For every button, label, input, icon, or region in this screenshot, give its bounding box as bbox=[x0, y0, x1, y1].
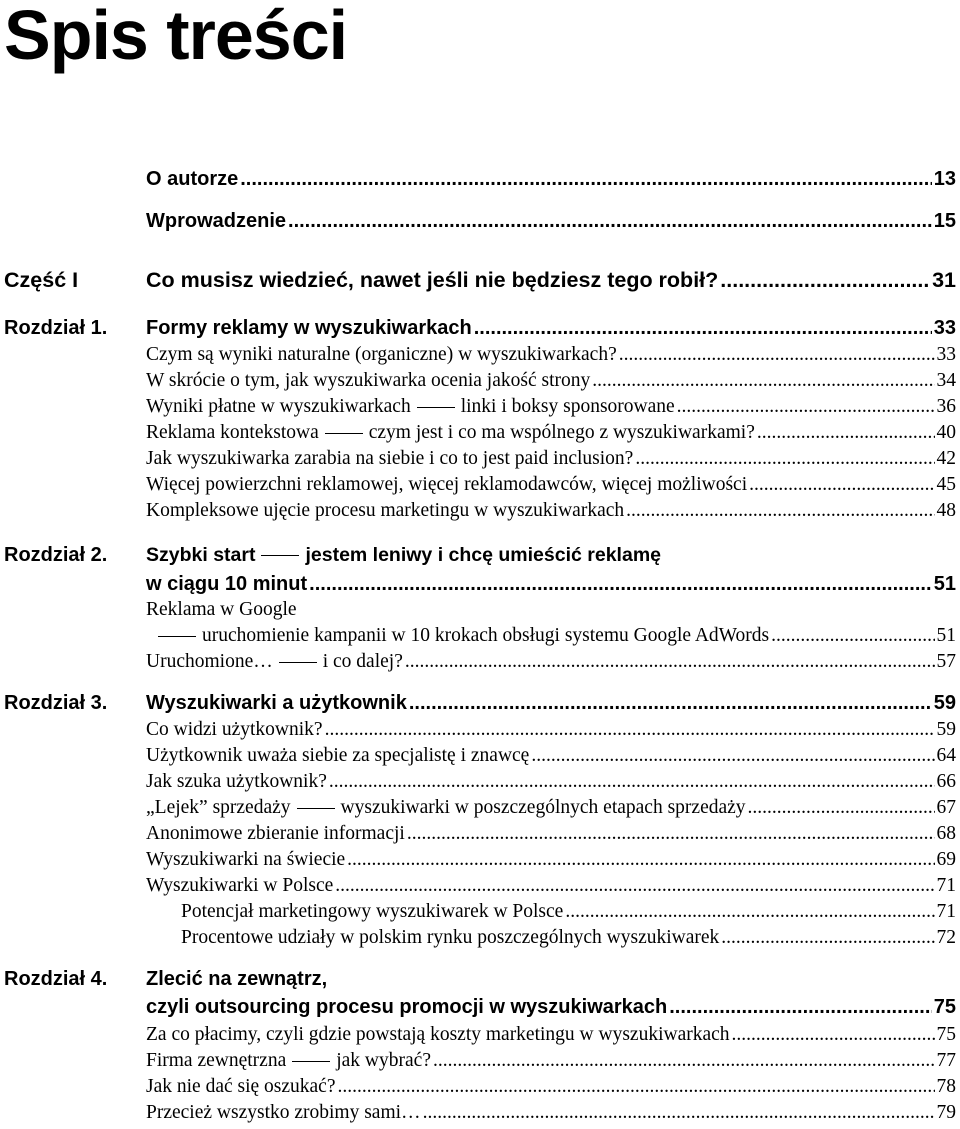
toc-page-number: 45 bbox=[936, 474, 956, 495]
toc-entry-title: Formy reklamy w wyszukiwarkach bbox=[146, 317, 472, 339]
toc-leader-dots bbox=[592, 370, 934, 392]
toc-entry-title: Jak szuka użytkownik? bbox=[146, 771, 327, 792]
em-dash bbox=[297, 808, 335, 809]
toc-leader-dots bbox=[619, 344, 935, 366]
toc-leader-dots bbox=[335, 875, 934, 897]
toc-page-number: 15 bbox=[933, 210, 956, 232]
toc-entry-title: Czym są wyniki naturalne (organiczne) w wyszukiwarkach? bbox=[146, 344, 617, 365]
toc-subentry[interactable] bbox=[181, 901, 956, 923]
toc-page-number: 51 bbox=[936, 625, 956, 646]
toc-entry-title: W skrócie o tym, jak wyszukiwarka ocenia jakość strony bbox=[146, 370, 591, 391]
toc-leader-dots bbox=[338, 1076, 935, 1098]
toc-entry-title: Uruchomione… i co dalej? bbox=[146, 651, 403, 672]
toc-entry-title: Co musisz wiedzieć, nawet jeśli nie będziesz tego robił? bbox=[146, 268, 719, 292]
toc-entry-chapter4[interactable] bbox=[146, 996, 956, 1019]
toc-page-number: 75 bbox=[933, 996, 956, 1018]
toc-leader-dots bbox=[407, 823, 935, 845]
toc-leader-dots bbox=[749, 474, 934, 496]
toc-leader-dots bbox=[433, 1050, 935, 1072]
toc-entry[interactable] bbox=[146, 1050, 956, 1072]
toc-entry[interactable] bbox=[146, 875, 956, 897]
toc-entry[interactable] bbox=[146, 500, 956, 522]
toc-entry[interactable] bbox=[146, 448, 956, 470]
toc-entry-title: Procentowe udziały w polskim rynku poszczególnych wyszukiwarek bbox=[181, 927, 720, 948]
toc-page-number: 75 bbox=[936, 1024, 956, 1045]
toc-page-number: 33 bbox=[933, 317, 956, 339]
toc-leader-dots bbox=[771, 625, 934, 647]
toc-page-number: 69 bbox=[936, 849, 956, 870]
toc-entry-title: Reklama kontekstowa czym jest i co ma wspólnego z wyszukiwarkami? bbox=[146, 422, 755, 443]
toc-page-number: 68 bbox=[936, 823, 956, 844]
toc-entry-title: Wyniki płatne w wyszukiwarkach linki i boksy sponsorowane bbox=[146, 396, 675, 417]
toc-entry[interactable] bbox=[146, 474, 956, 496]
toc-leader-dots bbox=[325, 719, 935, 741]
toc-entry[interactable] bbox=[146, 1076, 956, 1098]
toc-entry-title: Firma zewnętrzna jak wybrać? bbox=[146, 1050, 431, 1071]
toc-entry[interactable] bbox=[146, 396, 956, 418]
toc-page-number: 77 bbox=[936, 1050, 956, 1071]
toc-entry-title: Wyszukiwarki a użytkownik bbox=[146, 692, 407, 714]
toc-chapter-title-line1[interactable]: Szybki start jestem leniwy i chcę umieścić reklamę bbox=[146, 544, 662, 566]
em-dash bbox=[261, 555, 299, 556]
toc-leader-dots bbox=[669, 996, 932, 1019]
toc-entry[interactable] bbox=[146, 1102, 956, 1124]
toc-leader-dots bbox=[677, 396, 935, 418]
toc-entry-title: Więcej powierzchni reklamowej, więcej reklamodawców, więcej możliwości bbox=[146, 474, 748, 495]
em-dash bbox=[292, 1061, 330, 1062]
toc-entry-wprowadzenie[interactable] bbox=[146, 210, 956, 233]
toc-entry[interactable] bbox=[146, 1024, 956, 1046]
chapter-label: Rozdział 1. bbox=[4, 317, 108, 339]
toc-entry-title: Jak nie dać się oszukać? bbox=[146, 1076, 336, 1097]
toc-page-number: 40 bbox=[936, 422, 956, 443]
toc-subentry[interactable] bbox=[181, 927, 956, 949]
toc-entry-title: w ciągu 10 minut bbox=[146, 573, 308, 595]
toc-page-number: 31 bbox=[932, 268, 956, 292]
toc-page-number: 59 bbox=[936, 719, 956, 740]
toc-page-number: 79 bbox=[936, 1102, 956, 1123]
em-dash bbox=[158, 636, 196, 637]
toc-page-number: 64 bbox=[936, 745, 956, 766]
toc-entry[interactable] bbox=[146, 344, 956, 366]
toc-leader-dots bbox=[288, 210, 932, 233]
toc-leader-dots bbox=[635, 448, 934, 470]
toc-entry-title: Przecież wszystko zrobimy sami… bbox=[146, 1102, 421, 1123]
toc-entry-chapter2[interactable] bbox=[146, 573, 956, 596]
em-dash bbox=[325, 433, 363, 434]
toc-entry-part1[interactable] bbox=[146, 268, 956, 293]
toc-entry-title: Wprowadzenie bbox=[146, 210, 287, 232]
toc-leader-dots bbox=[309, 573, 932, 596]
toc-leader-dots bbox=[240, 168, 932, 191]
toc-page-number: 59 bbox=[933, 692, 956, 714]
toc-leader-dots bbox=[347, 849, 934, 871]
toc-entry-line1[interactable]: Reklama w Google bbox=[146, 599, 297, 620]
chapter-label: Rozdział 3. bbox=[4, 692, 108, 714]
chapter-label: Rozdział 2. bbox=[4, 544, 108, 566]
part-label: Część I bbox=[4, 268, 79, 292]
em-dash bbox=[279, 662, 317, 663]
toc-page-number: 36 bbox=[936, 396, 956, 417]
chapter-label: Rozdział 4. bbox=[4, 968, 108, 990]
toc-page-number: 71 bbox=[936, 901, 956, 922]
toc-entry[interactable] bbox=[146, 849, 956, 871]
toc-entry-chapter1[interactable] bbox=[146, 317, 956, 340]
toc-leader-dots bbox=[757, 422, 935, 444]
toc-entry-title: Jak wyszukiwarka zarabia na siebie i co to jest paid inclusion? bbox=[146, 448, 634, 469]
toc-entry[interactable] bbox=[146, 651, 956, 673]
toc-page-number: 66 bbox=[936, 771, 956, 792]
toc-entry-title: „Lejek” sprzedaży wyszukiwarki w poszczególnych etapach sprzedaży bbox=[146, 797, 746, 818]
toc-leader-dots bbox=[721, 927, 934, 949]
toc-page-number: 71 bbox=[936, 875, 956, 896]
toc-entry[interactable] bbox=[146, 823, 956, 845]
toc-page-number: 13 bbox=[933, 168, 956, 190]
toc-leader-dots bbox=[474, 317, 932, 340]
toc-page-number: 78 bbox=[936, 1076, 956, 1097]
toc-entry[interactable] bbox=[158, 625, 956, 647]
toc-leader-dots bbox=[423, 1102, 935, 1124]
toc-entry-title: Anonimowe zbieranie informacji bbox=[146, 823, 405, 844]
toc-leader-dots bbox=[409, 692, 932, 715]
toc-page-number: 72 bbox=[936, 927, 956, 948]
toc-leader-dots bbox=[720, 268, 930, 293]
toc-entry-o-autorze[interactable] bbox=[146, 168, 956, 191]
toc-page-number: 51 bbox=[933, 573, 956, 595]
toc-leader-dots bbox=[565, 901, 934, 923]
toc-entry[interactable] bbox=[146, 719, 956, 741]
toc-leader-dots bbox=[531, 745, 934, 767]
toc-entry[interactable] bbox=[146, 422, 956, 444]
toc-entry-title: Użytkownik uważa siebie za specjalistę i znawcę bbox=[146, 745, 530, 766]
toc-entry-title: uruchomienie kampanii w 10 krokach obsługi systemu Google AdWords bbox=[158, 625, 769, 647]
toc-entry-chapter3[interactable] bbox=[146, 692, 956, 715]
toc-entry[interactable] bbox=[146, 370, 956, 392]
toc-leader-dots bbox=[626, 500, 934, 522]
page-title: Spis treści bbox=[4, 0, 348, 74]
toc-entry-title: Wyszukiwarki w Polsce bbox=[146, 875, 334, 896]
toc-entry-title: O autorze bbox=[146, 168, 239, 190]
toc-entry[interactable] bbox=[146, 745, 956, 767]
toc-leader-dots bbox=[405, 651, 935, 673]
toc-chapter-title-line1[interactable]: Zlecić na zewnątrz, bbox=[146, 968, 328, 990]
toc-page-number: 57 bbox=[936, 651, 956, 672]
toc-entry-title: Wyszukiwarki na świecie bbox=[146, 849, 346, 870]
toc-entry-title: Potencjał marketingowy wyszukiwarek w Polsce bbox=[181, 901, 564, 922]
toc-page-number: 42 bbox=[936, 448, 956, 469]
toc-entry-title: Kompleksowe ujęcie procesu marketingu w wyszukiwarkach bbox=[146, 500, 625, 521]
toc-entry[interactable] bbox=[146, 797, 956, 819]
toc-page-number: 67 bbox=[936, 797, 956, 818]
toc-leader-dots bbox=[732, 1024, 935, 1046]
toc-entry[interactable] bbox=[146, 771, 956, 793]
toc-page-number: 33 bbox=[936, 344, 956, 365]
toc-page-number: 48 bbox=[936, 500, 956, 521]
em-dash bbox=[417, 407, 455, 408]
toc-entry-title: czyli outsourcing procesu promocji w wyszukiwarkach bbox=[146, 996, 668, 1018]
toc-entry-title: Za co płacimy, czyli gdzie powstają koszty marketingu w wyszukiwarkach bbox=[146, 1024, 730, 1045]
toc-leader-dots bbox=[748, 797, 935, 819]
toc-entry-title: Co widzi użytkownik? bbox=[146, 719, 323, 740]
toc-page-number: 34 bbox=[936, 370, 956, 391]
toc-leader-dots bbox=[329, 771, 935, 793]
